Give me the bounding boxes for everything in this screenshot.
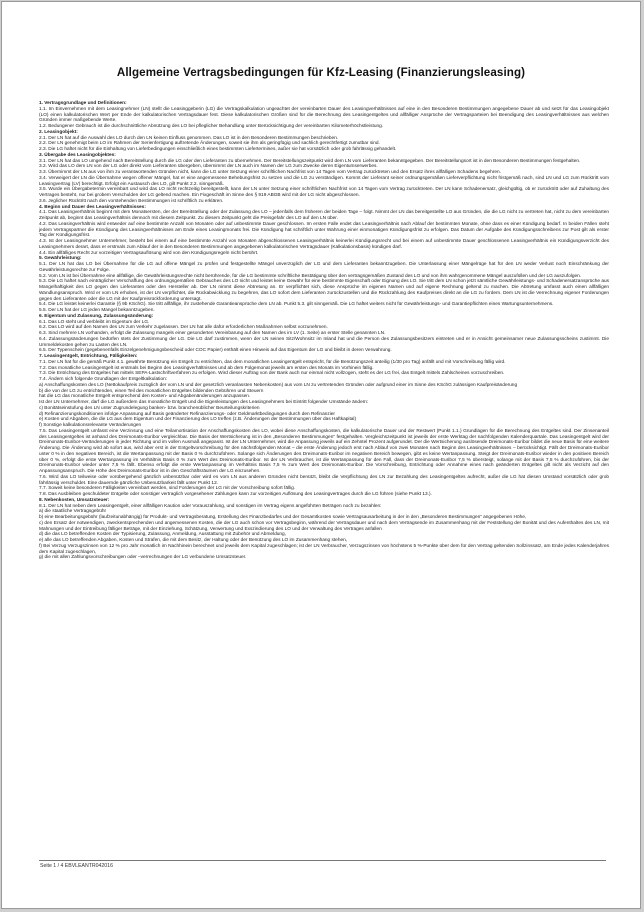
section-heading: 8. Nebenkosten, Umsatzsteuer: [39,497,110,503]
clause-text: 3.4. Verweigert der LN die Übernahme wegen offener Mängel, hat er eine angemessene Behebungsfrist zu setzen und die LG zu verständigen. Kommt der Lieferant seiner ordnungsgemäßen Lieferverpflichtung nicht fristgemäß nach, sind LN und LG zum Rücktritt vom Leasingvertrag (LV) berechtigt. Erfolgt ein Austausch des LO, gilt Punkt 2.2. sinngemäß. [39,175,609,187]
clause-text: 5.4. Die LG leistet keinerlei Garantie (§ 9b KSchG). Sie tritt allfällige, ihr zustehende Garantieansprüche dem LN ab. Punkt 5.3. gilt sinngemäß. Die LG haftet weiters nicht für Gewährleistungs- und Garantiepflichten eines Wartungsunternehmens. [39,302,554,308]
clause-text: a) die staatliche Vertragsgebühr [39,509,107,515]
clause-text: e) Kosten und Abgaben, die die LG aus dem Eigentum und der Finanzierung des LO treffen (z.B. Änderungen der Bestimmungen über das Haftkapital) [39,417,357,423]
footer-divider [39,860,606,861]
clause-text: 7.1. Der LN hat für die gemäß Punkt 4.1. gewährte Benützung ein Entgelt zu entrichten, das dem monatlichen Leasingentgelt entspricht, für die Benützungszeit anteilig (1/30 pro Tag) anfällt und mit Vorschreibung fällig wird. [39,359,506,365]
clause-text: 4.3. Ist der Leasingnehmer Unternehmer, besteht bei einem auf eine bestimmte Anzahl von Monaten abgeschlossenen Leasingverhältnis keinerlei Kündigungsrecht und bei einem auf unbestimmte Dauer geschlossenen Leasingverhältnis ein Kündigungsverzicht des Leasingnehmers derart, dass er erstmals zum Ablauf der in den Besonderen Bestimmungen angegebenen kalkulatorischen Vertragsdauer (Kalkulationsbasis) kündigen darf. [39,239,609,250]
clause-text: e) alle das LO betreffenden Abgaben, Kosten und Strafen, die mit dem Besitz, der Haltung oder der Benützung des LO im Zusammenhang stehen, [39,538,348,543]
section-heading: 5. Gewährleistung: [39,256,82,262]
clause-text: 5.1. Der LN hat das LO bei Übernahme für die LG auf offene Mängel zu prüfen und festgestellte Mängel unverzüglich der LG und dem Lieferanten bekanntzugeben. Die Unterlassung einer Mängelrüge hat für den LN weder Verlust noch Einschränkung der Gewährleistungsrechte zur Folge. [39,262,609,273]
section-heading: 2. Leasingobjekt: [39,129,78,135]
clause-text: 3.5. Wurde ein Übergabetermin vereinbart und wird das LO nicht rechtzeitig bereitgestellt, kann der LN unter Setzung einer schriftlichen Nachfrist von 14 Tagen vom Vertrag zurücktreten. Der LN kann Schadenersatz, gleichgültig, ob er zurücktritt oder auf Zuhaltung des Vertrages besteht, nur bei grobem Verschulden der LG geltend machen. Ein Fixgeschäft im Sinne des § 919 ABGB wird mit der LG nicht abgeschlossen. [39,187,609,198]
clause-text: f) Sonstige kalkulationsrelevante Veränderungen [39,423,142,428]
clause-text: Ist der LN Unternehmer, darf die LG außerdem das monatliche Entgelt und die Eigenleistungen des Leasingnehmers bei Eintritt folgender Umstände ändern: [39,400,369,405]
clause-text: 8.1. Der LN hat neben dem Leasingentgelt, einer allfälligen Kaution oder Vorauszahlung, und sonstigen im Vertrag eigens angeführten Beträgen noch zu bezahlen: [39,503,382,509]
clause-text: f) Bei Verzug Verzugszinsen von 12 % pro Jahr monatlich im Nachhinein berechnet und jeweils dem Kapital zugeschlagen; ist der LN Verbraucher, Verzugszinsen von höchstens 5 %-Punkte über dem für den Vertrag geltenden Sollzinssatz, am Ende jedes Kalenderjahres dem Kapital zugeschlagen, [39,543,609,555]
clause-text: 4.2. Das Leasingverhältnis wird entweder auf eine bestimmte Anzahl von Monaten oder auf unbestimmte Dauer geschlossen. Im ersten Falle endet das Leasingverhältnis nach Ablauf der bestimmten Monate, ohne dass es einer Kündigung bedarf. In beiden Fällen steht jedem Vertragspartner die Kündigung des Leasingverhältnisses am Ende eines Leasingmonats frei. Die Kündigung hat schriftlich unter Wahrung einer einmonatigen Kündigungsfrist zu erfolgen. Das Datum der Aufgabe des Kündigungsschreibens zur Post gilt als erster Tag der Kündigungsfrist. [39,221,609,239]
section-heading: 6. Eigentum und Zulassung, Zulassungsänderung: [39,313,154,319]
clause-text: 3.1. Der LN hat das LO umgehend nach Bereitstellung durch die LG oder den Lieferanten zu übernehmen. Der Bereitstellungszeitpunkt wird dem LN vom Lieferanten bekanntgegeben. Der Bereitstellungsort ist in den Besonderen Bestimmungen festgehalten. [39,158,581,164]
clause-text: 7.2. Das monatliche Leasingentgelt ist erstmals bei Beginn des Leasingverhältnisses und ab dem Folgemonat jeweils am ersten des Monats im Vorhinein fällig. [39,365,374,371]
clause-text: d) Refinanzierungskonditionen infolge Anpassung auf Basis geänderter Refinanzierungs- oder Geldmarktbedingungen durch den Refinanzier [39,411,336,417]
clause-text: a) Anschaffungskosten des LO (Nettokaufpreis zuzüglich der vom LN und der gesetzlich veranlassten Nebenkosten) aus vom LN zu vertretenden Gründen oder aufgrund einer im Sinne des KSchG zulässigen Kaufpreisänderung [39,382,518,388]
clause-text: 2.2. Der LN genehmigt beim LO im Rahmen der Serienfertigung auftretende Änderungen, soweit sie ihm als geringfügig und sachlich gerechtfertigt zumutbar sind. [39,141,380,147]
clause-text: 6.2. Das LO wird auf den Namen des LN zum Verkehr zugelassen. Der LN hat alle dafür erforderlichen Maßnahmen selbst vorzunehmen. [39,325,328,331]
clause-text: 6.1. Das LO steht und verbleibt im Eigentum der LG. [39,319,150,325]
document-page [1,1,641,909]
clause-text: 2.1. Der LN hat auf die Auswahl des LO durch den LN keinen Einfluss genommen. Das LO ist in den Besonderen Bestimmungen beschrieben. [39,135,339,141]
clause-text: 6.5. Der Typenschein (gegebenenfalls Einzelgenehmigungsbescheid oder COC Papier) enthält einen Hinweis auf das Eigentum der LG und bleibt in deren Verwahrung. [39,348,392,354]
clause-text: 7.7. Soweit keine besonderen Fälligkeiten vereinbart werden, sind Forderungen der LG mit der Vorschreibung sofort fällig. [39,486,296,492]
clause-text: 7.8. Das Ausbleiben geschuldeter Entgelte oder sonstiger vertraglich vorgesehener Zahlungen kann zur vorzeitigen Auflösung des Leasingvertrages durch die LG führen (siehe Punkt 13.). [39,492,432,497]
clause-text: 7.6. Wird das LO teilweise oder vorübergehend gänzlich unbenützbar oder wird es vom LN aus anderen Gründen nicht benützt, bleibt die Verpflichtung des LN zur Bezahlung des Leasingentgeltes aufrecht, außer die LG hat diesen Umstand vorsätzlich oder grob fahrlässig verschuldet. Eine dauernde gänzliche Unbenutzbarkeit fällt unter Punkt 12. [39,474,609,486]
clause-text: 3.3. Übernimmt der LN aus von ihm zu verantwortenden Gründen nicht, kann die LG unter Setzung einer schriftlichen Nachfrist von 14 Tagen vom Vertrag zurücktreten und den Ersatz ihres allfälligen Schadens begehren. [39,170,501,175]
document-title: Allgemeine Vertragsbedingungen für Kfz-Leasing (Finanzierungsleasing) [116,66,526,79]
clause-text: 7.3. Die Entrichtung des Entgeltes hat mittels SEPA-Lastschriftverfahren zu erfolgen. Wird dieser Auftrag von der Bank auch nur einmal nicht vollzogen, steht es der LG frei, das Entgelt mittels Zahlscheines vorzuschreiben. [39,371,505,377]
clause-text: 5.2. Vom LN ist bei Übernahme eine allfällige, die Gewährleistungsrechte nicht berührende, für die LG bestimmte schriftliche Bestätigung über den vertragsgemäßen Zustand des LO und von ihm wahrgenommene Mängel auszufüllen und der LG auszufolgen. [39,273,582,279]
clause-text: 6.4. Zulassungsänderungen bedürfen stets der Zustimmung der LG. Die LG darf zustimmen, wenn der LN seinen Sitz/Wohnsitz im Inland hat und die Person des Zulassungsbesitzers eintreten und er in Ansicht gemeinsamer neue Zulassungsscheins zustimmt. Die Ummeldekosten gehen zu Lasten des LN. [39,336,609,348]
clause-text: 3.6. Jeglicher Rücktritt nach den vorstehenden Bestimmungen ist schriftlich zu erklären. [39,198,224,204]
clause-text: 3.2. Wird das LO dem LN von der LG oder direkt vom Lieferanten übergeben, übernimmt der LN auch im Namen der LG zum Zwecke deren Eigentumserwerbes. [39,164,378,170]
terms-body [39,101,609,561]
clause-text: 4.1. Das Leasingverhältnis beginnt mit dem Monatsersten, der der Bereitstellung oder der Zulassung des LO – jedenfalls dem früheren der beiden Tage – folgt. Nimmt der LN das bereitgestellte LO aus Gründen, die die LG nicht zu vertreten hat, nicht zu dem vereinbarten Zeitpunkt ab, beginnt das Leasingverhältnis dennoch mit diesem Zeitpunkt. Zu diesem Zeitpunkt geht die Preisgefahr des LO auf den LN über. [39,210,609,221]
clause-text: c) den Ersatz der notwendigen, zweckentsprechenden und angemessenen Kosten, die der LG auch schon vor Vertragsbeginn, während der Vertragsdauer und nach dem Vertragsende im Zusammenhang mit der Feststellung der Bonität und des Aufenthaltes des LN, mit Mahnungen und der Eintreibung fälliger Beträge, mit der Einziehung, Schätzung, Verwertung und Exszindierung des LO und der Verwaltung des Vertrages anfallen [39,520,609,532]
clause-text: g) die mit allen Zahlungsvorschreibungen oder –verrechnungen der LG verbundene Umsatzsteuer. [39,555,247,561]
clause-text: 1.2. Bedungener Gebrauch ist die durchschnittliche Abnützung des LO bei pfleglicher Behandlung unter Berücksichtigung der vereinbarten Kilometerhöchstleistung. [39,124,384,129]
clause-text: hat die LG das monatliche Entgelt entsprechend den Kosten- und Abgabenänderungen anzupassen. [39,394,251,400]
section-heading: 3. Übergabe des Leasingobjektes: [39,152,116,158]
clause-text: 6.3. Sind mehrere LN vorhanden, erfolgt die Zulassung mangels einer gesonderten Vereinbarung auf den Namen des im LV (1. Seite) an erster Stelle genannten LN. [39,331,386,336]
clause-text: b) eine Bearbeitungsgebühr (laufzeitunabhängig) für Produkt- und Vertragsberatung, Erstellung des Finanzbedarfes und der Gesamtkosten sowie Vertragsausarbeitung in der in den „Besonderen Bestimmungen“ angegebenen Höhe, [39,515,527,520]
section-heading: 1. Vertragsgrundlage und Definitionen: [39,101,127,106]
clause-text: c) Bonitätseinstufung des LN unter Zugrundelegung banken- bzw. branchenüblicher Beurteilungskriterien [39,405,260,411]
clause-text: 5.5. Der LN hat der LG jeden Mangel bekanntzugeben. [39,308,155,313]
clause-text: 7.4. Ändern sich folgende Grundlagen der Entgeltkalkulation: [39,377,168,382]
clause-text: b) die von der LG zu entrichtenden, einen Teil des monatlichen Entgeltes bildenden Gebühren und Steuern [39,388,264,394]
clause-text: d) die das LO betreffenden Kosten der Typisierung, Zulassung, Anmeldung, Ausstattung mit Zubehör und Abmeldung, [39,532,286,538]
clause-text: 5.3. Die LG haftet nach einträglicher Verschaffung des ordnungsgemäßen Gebrauches des LO nicht und leistet keine Gewähr für eine bestimmte Eigenschaft oder Eignung des LO. Sie tritt dem LN schon jetzt sämtliche Gewährleistungs- und Schadenersatzansprüche aus Mangelhaftigkeit des LO gegen den Lieferanten oder den Hersteller ab. Der LN nimmt diese Abtretung an. Er verpflichtet sich, diese Ansprüche im eigenen Namen und auf eigene Rechnung geltend zu machen. Die Abtretung umfasst auch einen allfälligen Wandlungsanspruch. Wird er vom LN erhoben, ist der LN verpflichtet, die Rückabwicklung zu begehren, das LO sofort dem Lieferanten zurückzustellen und die Rückzahlung des Kaufpreises direkt an die LG zu fordern. Dem LN ist die Verrechnung eigener Forderungen gegen den Lieferanten oder die LG mit der Kaufpreisrückforderung untersagt. [39,279,609,302]
section-heading: 7. Leasingentgelt, Entrichtung, Fälligkeiten: [39,354,138,359]
page-footer: Seite 1 / 4 EBVLEANTR042016 [40,863,113,869]
clause-text: 7.5. Das Leasingentgelt umfasst eine Verzinsung und eine Teilamortisation der Anschaffungskosten des LO, wobei diese Anschaffungskosten, die kalkulatorische Dauer und der Restwert (Punkt 1.1.) Grundlagen für die Berechnung des Entgeltes sind. Der Zinsenanteil des Leasingentgeltes ist anhand des Dreimonats-Euribor vergleichbar. Die Basis der Wertsicherung ist in den „Besonderen Bestimmungen“ festgehalten. Vergleichszeitpunkt ist jeweils der erste Werktag der nachfolgenden Kalenderquartale. Das Leasingentgelt wird der Dreimonats-Euribor-Veränderungen in jeder Richtung und im vollen Ausmaß angepasst. Ist der LN Unternehmer, wird die Anpassung jeweils auf ein Zehntel Prozent aufgerundet. Der die Wertsicherung auslösende Dreimonats-Euribor bildet die neue Basis für eine weitere Änderung. Die Änderung wird ab sofort aus, wird aber erst in der Entgeltvorschreibung für den nächstfolgenden Monat – die erste Änderung jedoch erst nach Ablauf von zwei Monaten nach Beginn des Leasingverhältnisses – berücksichtigt. Fällt der Dreimonats-Euribor unter 0 % in den negativen Bereich, ist die Wertanpassung mit der Basis 0 % durchzuführen. Solange sich Änderungen des Dreimonats-Euribor im negativen Bereich bewegen, gibt es keine Wertanpassung. Steigt der Dreimonats-Euribor wieder in den positiven Bereich über 0 %, erfolgt die erste Wertanpassung im Verhältnis Basis 0 % zum Wert des Dreimonats-Euribor. Ist der LN Verbraucher, ist die Wertanpassung für den Fall, dass der Dreimonats-Euribor 7,5 % übersteigt, solange mit der Basis 7,5 % durchzuführen, bis der Dreimonats-Euribor wieder unter 7,5 % fällt. Ebenso erfolgt die erste Wertanpassung im Verhältnis Basis 7,5 % zum Wert des Dreimonats-Euribor. Die Vorschreibung, Entrichtung oder Annahme eines nach geänderten Entgeltes gilt nicht als Verzicht auf den Anpassungsanspruch. Die Höhe des Dreimonats-Euribor ist in den Geschäftsräumen der LG einzusehen. [39,428,609,474]
section-heading: 4. Beginn und Dauer des Leasingverhältnisses: [39,204,146,210]
clause-text: 4.4. Ein allfälliges Recht zur vorzeitigen Vertragsauflösung wird von den Kündigungsregeln nicht berührt. [39,250,259,256]
clause-text: 1.1. Im Einvernehmen mit dem Leasingnehmer (LN) stellt die Leasinggeberin (LG) die Vertragskalkulation ungeachtet der vereinbarten Dauer des Leasingverhältnisses auf eine in den Besonderen Bestimmungen angegebene Dauer ab und setzt für das Leasingobjekt (LO) einen kalkulatorischen Wert per Ende der kalkulatorischen Vertragsdauer fest. Diese kalkulatorischen Größen sind für die Berechnung des Leasingentgeltes und allfälliger Ansprüche der Vertragsparteien bei Beendigung des Leasingverhältnisses aus welchen Gründen immer maßgebende Werte. [39,106,609,124]
clause-text: 2.3. Die LG haftet nicht für die Einhaltung von Lieferbedingungen einschließlich eines bestimmten Liefertermines, außer sie hat vorsätzlich oder grob fahrlässig gehandelt. [39,147,397,152]
